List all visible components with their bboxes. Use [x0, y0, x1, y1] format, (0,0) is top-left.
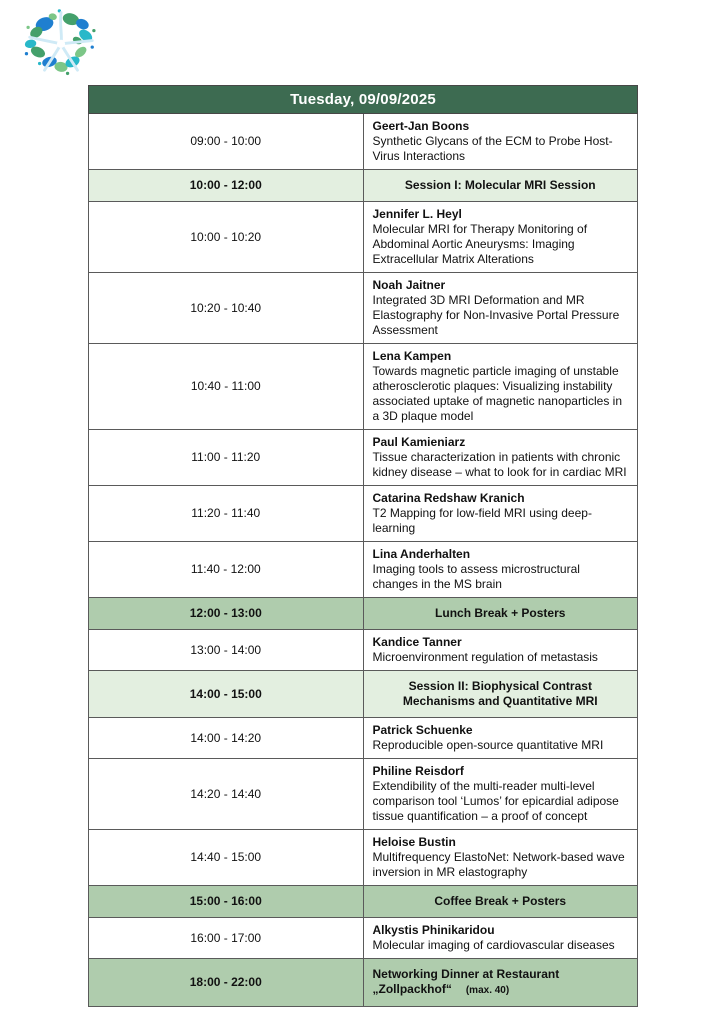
talk-cell	[363, 918, 638, 959]
talk-cell	[363, 430, 638, 486]
talk-title: Reproducible open-source quantitative MRI	[372, 738, 604, 752]
talk-cell	[363, 718, 638, 759]
schedule-row-talk	[89, 114, 638, 170]
time-slot: 18:00 - 22:00	[89, 959, 364, 1007]
time-slot: 14:00 - 14:20	[89, 718, 364, 759]
speaker-name: Philine Reisdorf	[372, 764, 464, 778]
speaker-name: Heloise Bustin	[372, 835, 456, 849]
time-slot: 11:40 - 12:00	[89, 542, 364, 598]
schedule-row-talk	[89, 542, 638, 598]
talk-title: Synthetic Glycans of the ECM to Probe Host-Virus Interactions	[372, 134, 613, 163]
event-cell	[363, 598, 638, 630]
talk-title: Integrated 3D MRI Deformation and MR Elastography for Non-Invasive Portal Pressure Assessment	[372, 293, 620, 337]
schedule-row-break	[89, 598, 638, 630]
schedule-row-talk	[89, 202, 638, 273]
schedule-row-talk	[89, 630, 638, 671]
time-slot: 14:00 - 15:00	[89, 671, 364, 718]
time-slot: 10:40 - 11:00	[89, 344, 364, 430]
schedule-row-talk	[89, 718, 638, 759]
talk-cell	[363, 486, 638, 542]
talk-title: Molecular MRI for Therapy Monitoring of Abdominal Aortic Aneurysms: Imaging Extracellular Matrix Alterations	[372, 222, 588, 266]
time-slot: 10:00 - 12:00	[89, 170, 364, 202]
speaker-name: Paul Kamieniarz	[372, 435, 466, 449]
talk-cell	[363, 273, 638, 344]
speaker-name: Geert-Jan Boons	[372, 119, 470, 133]
talk-title: Towards magnetic particle imaging of unstable atherosclerotic plaques: Visualizing instability associated uptake of magnetic nanoparticles in a 3D plaque model	[372, 364, 622, 423]
event-cell	[363, 886, 638, 918]
talk-cell	[363, 542, 638, 598]
schedule-row-talk	[89, 918, 638, 959]
event-label: Networking Dinner at Restaurant „Zollpackhof“	[372, 967, 560, 996]
event-cell	[363, 959, 638, 1007]
time-slot: 14:40 - 15:00	[89, 830, 364, 886]
speaker-name: Lina Anderhalten	[372, 547, 471, 561]
speaker-name: Alkystis Phinikaridou	[372, 923, 495, 937]
schedule-row-talk	[89, 759, 638, 830]
schedule-row-talk	[89, 830, 638, 886]
event-label: Coffee Break + Posters	[434, 894, 567, 908]
schedule-row-talk	[89, 430, 638, 486]
speaker-name: Patrick Schuenke	[372, 723, 473, 737]
talk-title: T2 Mapping for low-field MRI using deep-learning	[372, 506, 592, 535]
time-slot: 10:00 - 10:20	[89, 202, 364, 273]
schedule-row-session	[89, 170, 638, 202]
speaker-name: Kandice Tanner	[372, 635, 462, 649]
time-slot: 12:00 - 13:00	[89, 598, 364, 630]
talk-cell	[363, 114, 638, 170]
schedule-row-talk	[89, 344, 638, 430]
schedule-table	[88, 85, 638, 1007]
schedule-row-session	[89, 671, 638, 718]
talk-title: Multifrequency ElastoNet: Network-based wave inversion in MR elastography	[372, 850, 625, 879]
talk-cell	[363, 630, 638, 671]
schedule-row-break	[89, 886, 638, 918]
talk-title: Microenvironment regulation of metastasis	[372, 650, 598, 664]
time-slot: 09:00 - 10:00	[89, 114, 364, 170]
event-cell	[363, 170, 638, 202]
time-slot: 13:00 - 14:00	[89, 630, 364, 671]
time-slot: 16:00 - 17:00	[89, 918, 364, 959]
talk-cell	[363, 759, 638, 830]
speaker-name: Catarina Redshaw Kranich	[372, 491, 525, 505]
talk-cell	[363, 344, 638, 430]
event-label: Lunch Break + Posters	[435, 606, 566, 620]
talk-title: Extendibility of the multi-reader multi-level comparison tool ‘Lumos’ for epicardial adipose tissue quantification – a proof of concept	[372, 779, 619, 823]
conference-logo	[18, 6, 104, 80]
event-label: Session I: Molecular MRI Session	[404, 178, 596, 192]
talk-cell	[363, 202, 638, 273]
speaker-name: Lena Kampen	[372, 349, 452, 363]
time-slot: 14:20 - 14:40	[89, 759, 364, 830]
event-label: Session II: Biophysical Contrast Mechanisms and Quantitative MRI	[402, 679, 598, 708]
schedule-row-dinner	[89, 959, 638, 1007]
schedule-row-talk	[89, 486, 638, 542]
time-slot: 10:20 - 10:40	[89, 273, 364, 344]
time-slot: 15:00 - 16:00	[89, 886, 364, 918]
speaker-name: Jennifer L. Heyl	[372, 207, 462, 221]
time-slot: 11:00 - 11:20	[89, 430, 364, 486]
time-slot: 11:20 - 11:40	[89, 486, 364, 542]
talk-title: Imaging tools to assess microstructural changes in the MS brain	[372, 562, 580, 591]
abstract-rosette-logo-graphic	[18, 6, 104, 80]
talk-title: Tissue characterization in patients with chronic kidney disease – what to look for in cardiac MRI	[372, 450, 627, 479]
day-header-row	[89, 86, 638, 114]
capacity-note: (max. 40)	[465, 985, 510, 996]
event-cell	[363, 671, 638, 718]
schedule-row-talk	[89, 273, 638, 344]
day-title: Tuesday, 09/09/2025	[89, 86, 638, 114]
talk-title: Molecular imaging of cardiovascular diseases	[372, 938, 615, 952]
speaker-name: Noah Jaitner	[372, 278, 446, 292]
talk-cell	[363, 830, 638, 886]
